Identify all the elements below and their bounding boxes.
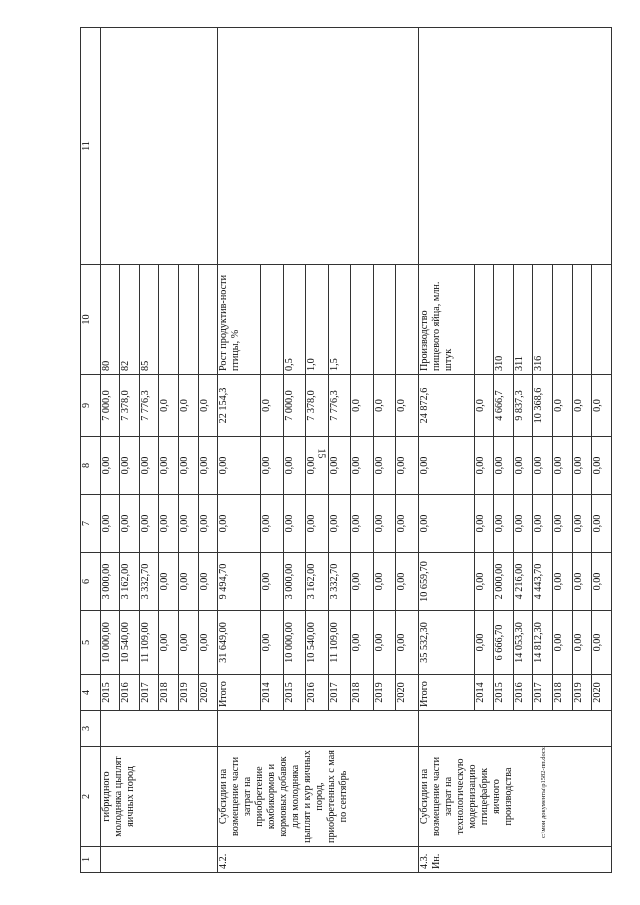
value-cell: 0,00 (261, 611, 283, 675)
row-number: 4.3. (418, 853, 430, 869)
value-cell: 11 109,00 (139, 611, 159, 675)
year-cell: 2020 (198, 675, 218, 711)
value-cell: 0,00 (592, 495, 612, 553)
measure-name-cell: Субсидии на возмещение части затрат на технологическую модернизацию птицефабрик яичного производства (418, 747, 611, 847)
value-cell: 0,00 (179, 437, 199, 495)
indicator-name-cell: Производство пищевого яйца, млн. штук (418, 265, 474, 375)
value-cell: 0,00 (533, 437, 553, 495)
value-cell: 4 666,7 (494, 375, 514, 437)
value-cell: 3 000,00 (283, 553, 305, 611)
indicator-value-cell: 311 (513, 265, 533, 375)
value-cell: 0,00 (100, 495, 120, 553)
value-cell: 4 443,70 (533, 553, 553, 611)
indicator-name-cell: Рост продуктив-ности птицы, % (218, 265, 261, 375)
value-cell: 2 000,00 (494, 553, 514, 611)
value-cell: 0,00 (396, 553, 419, 611)
table-row-total (418, 28, 474, 873)
value-cell: 0,00 (592, 553, 612, 611)
measure-name-cell: гибридного молодняка цыплят яичных пород (100, 747, 218, 847)
value-cell: 0,0 (572, 375, 592, 437)
year-cell: 2020 (592, 675, 612, 711)
value-cell: 3 000,00 (100, 553, 120, 611)
value-cell: 3 162,00 (306, 553, 328, 611)
column-number-header: 2 (81, 747, 101, 847)
value-cell: 6 666,70 (494, 611, 514, 675)
value-cell: 0,00 (572, 611, 592, 675)
value-cell: 3 332,70 (139, 553, 159, 611)
total-label-cell: Итого (418, 675, 474, 711)
value-cell: 0,00 (396, 611, 419, 675)
value-cell: 0,00 (328, 437, 350, 495)
value-cell: 0,00 (513, 495, 533, 553)
indicator-value-cell: 0,5 (283, 265, 305, 375)
column-number-header: 4 (81, 675, 101, 711)
indicator-value-cell: 310 (494, 265, 514, 375)
year-cell: 2019 (373, 675, 395, 711)
year-cell: 2017 (328, 675, 350, 711)
value-cell: 0,00 (418, 495, 474, 553)
indicator-value-cell (553, 265, 573, 375)
value-cell: 0,00 (592, 611, 612, 675)
value-cell: 0,00 (328, 495, 350, 553)
row-number-cell (418, 847, 611, 873)
value-cell: 0,00 (351, 611, 373, 675)
indicator-value-cell (572, 265, 592, 375)
indicator-value-cell (198, 265, 218, 375)
value-cell: 0,0 (198, 375, 218, 437)
value-cell: 0,00 (261, 553, 283, 611)
value-cell: 0,00 (592, 437, 612, 495)
value-cell: 0,0 (474, 375, 494, 437)
value-cell: 0,00 (283, 495, 305, 553)
value-cell: 14 812,30 (533, 611, 553, 675)
value-cell: 0,00 (553, 437, 573, 495)
value-cell: 7 000,0 (100, 375, 120, 437)
value-cell: 0,00 (351, 437, 373, 495)
indicator-value-cell (351, 265, 373, 375)
value-cell: 7 000,0 (283, 375, 305, 437)
value-cell: 0,00 (306, 495, 328, 553)
value-cell: 3 162,00 (120, 553, 140, 611)
column-number-header: 9 (81, 375, 101, 437)
indicator-value-cell (474, 265, 494, 375)
executor-cell (100, 711, 218, 747)
indicator-value-cell (159, 265, 179, 375)
column-number-header: 7 (81, 495, 101, 553)
year-cell: 2014 (261, 675, 283, 711)
year-cell: 2016 (120, 675, 140, 711)
indicator-value-cell: 1,5 (328, 265, 350, 375)
value-cell: 0,00 (159, 437, 179, 495)
value-cell: 0,00 (179, 495, 199, 553)
value-cell: 0,00 (474, 495, 494, 553)
value-cell: 0,00 (159, 495, 179, 553)
value-cell: 22 154,3 (218, 375, 261, 437)
value-cell: 7 776,3 (328, 375, 350, 437)
value-cell: 31 649,00 (218, 611, 261, 675)
value-cell: 0,00 (139, 437, 159, 495)
value-cell: 0,00 (553, 495, 573, 553)
column-number-row (81, 28, 101, 873)
value-cell: 0,00 (396, 495, 419, 553)
value-cell: 0,00 (418, 437, 474, 495)
year-cell: 2014 (474, 675, 494, 711)
year-cell: 2018 (351, 675, 373, 711)
value-cell: 9 494,70 (218, 553, 261, 611)
value-cell: 0,00 (120, 495, 140, 553)
measure-name-cell: Субсидии на возмещение части затрат на приобретение комбикормов и кормовых добавок для молодняка цыплят и кур яичных пород, приобретенных с мая по сентябрь (218, 747, 419, 847)
value-cell: 0,00 (474, 553, 494, 611)
indicator-value-cell (592, 265, 612, 375)
program-table (80, 27, 612, 873)
value-cell: 0,00 (553, 611, 573, 675)
indicator-value-cell (179, 265, 199, 375)
value-cell: 0,00 (513, 437, 533, 495)
value-cell: 0,00 (198, 611, 218, 675)
column-number-header: 10 (81, 265, 101, 375)
value-cell: 0,00 (572, 495, 592, 553)
year-cell: 2017 (533, 675, 553, 711)
value-cell: 35 532,30 (418, 611, 474, 675)
column-number-header: 5 (81, 611, 101, 675)
value-cell: 0,00 (373, 553, 395, 611)
value-cell: 10 540,00 (306, 611, 328, 675)
footer-file-path: c:\мои документы\р1582-пп.docx (540, 747, 547, 838)
column-number-header: 3 (81, 711, 101, 747)
value-cell: 9 837,3 (513, 375, 533, 437)
year-cell: 2018 (159, 675, 179, 711)
indicator-value-cell: 82 (120, 265, 140, 375)
value-cell: 0,0 (159, 375, 179, 437)
value-cell: 0,00 (159, 553, 179, 611)
page-number: 15 (315, 448, 327, 459)
value-cell: 10 000,00 (100, 611, 120, 675)
value-cell: 0,00 (283, 437, 305, 495)
indicator-value-cell (396, 265, 419, 375)
total-label-cell: Итого (218, 675, 261, 711)
column-number-header: 1 (81, 847, 101, 873)
value-cell: 0,0 (373, 375, 395, 437)
value-cell: 10 368,6 (533, 375, 553, 437)
column-11-cell (100, 28, 218, 265)
value-cell: 24 872,6 (418, 375, 474, 437)
value-cell: 0,0 (396, 375, 419, 437)
table-row (100, 28, 120, 873)
column-number-header: 11 (81, 28, 101, 265)
value-cell: 0,00 (533, 495, 553, 553)
year-cell: 2019 (179, 675, 199, 711)
year-cell: 2019 (572, 675, 592, 711)
row-number-suffix: Ин. (430, 853, 442, 869)
value-cell: 7 776,3 (139, 375, 159, 437)
value-cell: 0,00 (572, 437, 592, 495)
indicator-value-cell (373, 265, 395, 375)
column-number-header: 8 (81, 437, 101, 495)
column-11-cell (418, 28, 611, 265)
value-cell: 0,00 (198, 553, 218, 611)
value-cell: 0,0 (553, 375, 573, 437)
value-cell: 0,00 (474, 437, 494, 495)
value-cell: 10 000,00 (283, 611, 305, 675)
value-cell: 0,00 (198, 495, 218, 553)
value-cell: 0,00 (572, 553, 592, 611)
value-cell: 0,00 (306, 437, 328, 495)
value-cell: 4 216,00 (513, 553, 533, 611)
value-cell: 10 659,70 (418, 553, 474, 611)
value-cell: 0,00 (494, 437, 514, 495)
value-cell: 0,00 (373, 611, 395, 675)
value-cell: 3 332,70 (328, 553, 350, 611)
value-cell: 7 378,0 (120, 375, 140, 437)
column-11-cell (218, 28, 419, 265)
year-cell: 2015 (494, 675, 514, 711)
value-cell: 0,00 (198, 437, 218, 495)
executor-cell (218, 711, 419, 747)
value-cell: 7 378,0 (306, 375, 328, 437)
year-cell: 2018 (553, 675, 573, 711)
value-cell: 0,00 (218, 437, 261, 495)
indicator-value-cell: 85 (139, 265, 159, 375)
table-row-total (218, 28, 261, 873)
row-number: 4.2. (218, 853, 230, 869)
value-cell: 0,00 (494, 495, 514, 553)
value-cell: 0,00 (139, 495, 159, 553)
year-cell: 2016 (306, 675, 328, 711)
indicator-value-cell (261, 265, 283, 375)
year-cell: 2017 (139, 675, 159, 711)
value-cell: 0,00 (120, 437, 140, 495)
year-cell: 2016 (513, 675, 533, 711)
value-cell: 0,00 (159, 611, 179, 675)
value-cell: 14 053,30 (513, 611, 533, 675)
value-cell: 0,0 (261, 375, 283, 437)
row-number-cell (100, 847, 218, 873)
value-cell: 11 109,00 (328, 611, 350, 675)
indicator-value-cell: 316 (533, 265, 553, 375)
value-cell: 0,00 (474, 611, 494, 675)
rotated-table-container (80, 28, 612, 873)
value-cell: 0,00 (373, 495, 395, 553)
year-cell: 2015 (100, 675, 120, 711)
indicator-value-cell: 1,0 (306, 265, 328, 375)
executor-cell (418, 711, 611, 747)
value-cell: 0,00 (553, 553, 573, 611)
year-cell: 2020 (396, 675, 419, 711)
value-cell: 0,00 (261, 437, 283, 495)
value-cell: 0,00 (351, 495, 373, 553)
value-cell: 0,00 (218, 495, 261, 553)
value-cell: 10 540,00 (120, 611, 140, 675)
value-cell: 0,0 (592, 375, 612, 437)
value-cell: 0,00 (179, 553, 199, 611)
value-cell: 0,0 (179, 375, 199, 437)
value-cell: 0,00 (396, 437, 419, 495)
value-cell: 0,00 (179, 611, 199, 675)
value-cell: 0,00 (100, 437, 120, 495)
year-cell: 2015 (283, 675, 305, 711)
value-cell: 0,00 (261, 495, 283, 553)
value-cell: 0,0 (351, 375, 373, 437)
row-number-cell (218, 847, 419, 873)
column-number-header: 6 (81, 553, 101, 611)
value-cell: 0,00 (351, 553, 373, 611)
indicator-value-cell: 80 (100, 265, 120, 375)
value-cell: 0,00 (373, 437, 395, 495)
